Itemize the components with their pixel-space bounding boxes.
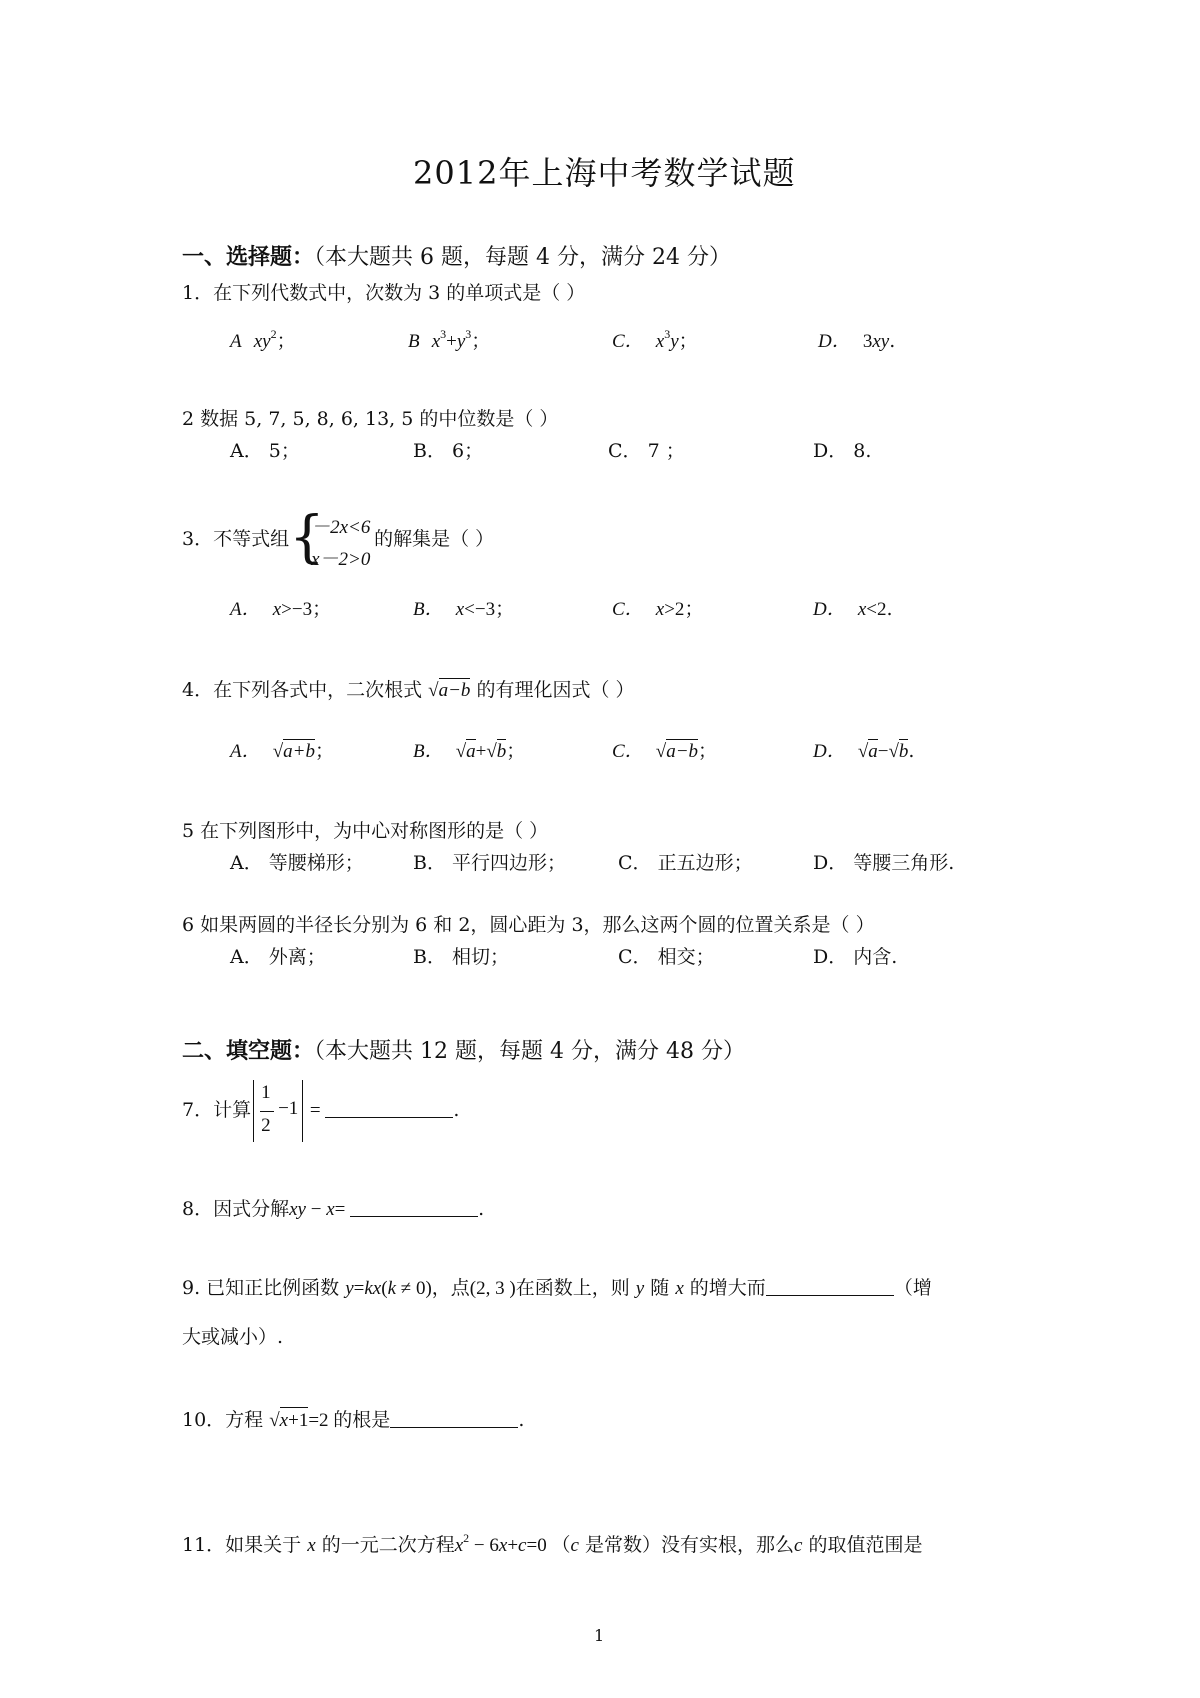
section-1-heading — [182, 240, 731, 271]
q1-option-d: D． 3xy. — [818, 330, 896, 352]
q3-option-a: A． x>−3； — [230, 598, 332, 620]
q2-option-b: B． 6； — [413, 440, 484, 462]
q8-answer-blank[interactable] — [350, 1198, 478, 1217]
question-6: 6 如果两圆的半径长分别为 6 和 2，圆心距为 3，那么这两个圆的位置关系是（ ） — [182, 914, 875, 936]
q2-option-c: C． 7 ； — [608, 440, 685, 462]
q3-option-b: B． x<−3； — [413, 598, 515, 620]
q5-option-d: D． 等腰三角形. — [813, 852, 955, 874]
question-11: 11．如果关于 x 的一元二次方程$x^2 - 6x+c=0$ （c 是常数）没有实根，那么c 的取值范围是 — [182, 1531, 923, 1556]
question-8: 8．因式分解xy − x= . — [182, 1198, 485, 1220]
section-2-heading — [182, 1034, 745, 1065]
q2-option-d: D． 8. — [813, 440, 872, 462]
page-number: 1 — [594, 1626, 605, 1645]
q7-answer-blank[interactable] — [325, 1099, 453, 1118]
q5-option-a: A． 等腰梯形； — [230, 852, 364, 874]
q4-option-d: D． √a−√b. — [813, 740, 915, 762]
question-9-line-2: 大或减小）. — [182, 1326, 284, 1348]
question-1: 1．在下列代数式中，次数为 3 的单项式是（ ） — [182, 282, 586, 304]
q6-option-c: C． 相交； — [618, 946, 715, 968]
question-4: 4．在下列各式中，二次根式 √a−b 的有理化因式（ ） — [182, 679, 635, 701]
q1-option-c: C． $x^3y$； — [612, 327, 698, 352]
q4-option-c: C． √a−b； — [612, 740, 718, 762]
question-5: 5 在下列图形中，为中心对称图形的是（ ） — [182, 820, 549, 842]
absolute-value-expression: 1 2 −1 — [251, 1078, 305, 1144]
question-3: 3．不等式组 { －2x<6 x－2>0 的解集是（ ） — [182, 505, 495, 570]
q6-option-b: B． 相切； — [413, 946, 510, 968]
q10-answer-blank[interactable] — [390, 1409, 518, 1428]
page-title: 2012年上海中考数学试题 — [413, 154, 796, 192]
q2-option-a: A． 5； — [230, 440, 300, 462]
q1-option-b: B $x^3+y^3$； — [408, 327, 491, 352]
question-10: 10．方程 √x+1=2 的根是 . — [182, 1409, 525, 1431]
section-1-note: （本大题共 6 题，每题 4 分，满分 24 分） — [314, 245, 731, 270]
q6-option-d: D． 内含. — [813, 946, 898, 968]
q5-option-c: C． 正五边形； — [618, 852, 753, 874]
q4-option-b: B． √a+√b； — [413, 740, 526, 762]
section-1-title: 一、选择题： — [182, 244, 315, 270]
section-2-title: 二、填空题： — [182, 1038, 315, 1064]
section-2-note: （本大题共 12 题，每题 4 分，满分 48 分） — [314, 1039, 745, 1064]
q5-option-b: B． 平行四边形； — [413, 852, 567, 874]
q4-option-a: A． √a+b； — [230, 740, 334, 762]
q1-option-a: A $xy^2$； — [230, 327, 296, 352]
q9-answer-blank[interactable] — [766, 1277, 894, 1296]
question-2: 2 数据 5, 7, 5, 8, 6, 13, 5 的中位数是（ ） — [182, 408, 559, 430]
question-7: 7．计算 1 2 −1 = . — [182, 1078, 459, 1144]
q3-option-c: C． x>2； — [612, 598, 704, 620]
q6-option-a: A． 外离； — [230, 946, 326, 968]
q3-option-d: D． x<2. — [813, 598, 893, 620]
inequality-system: { －2x<6 x－2>0 — [289, 505, 371, 570]
question-9: 9. 已知正比例函数 y=kx(k ≠ 0)，点(2, 3 )在函数上，则 y 随 x 的增大而 （增 — [182, 1277, 932, 1299]
